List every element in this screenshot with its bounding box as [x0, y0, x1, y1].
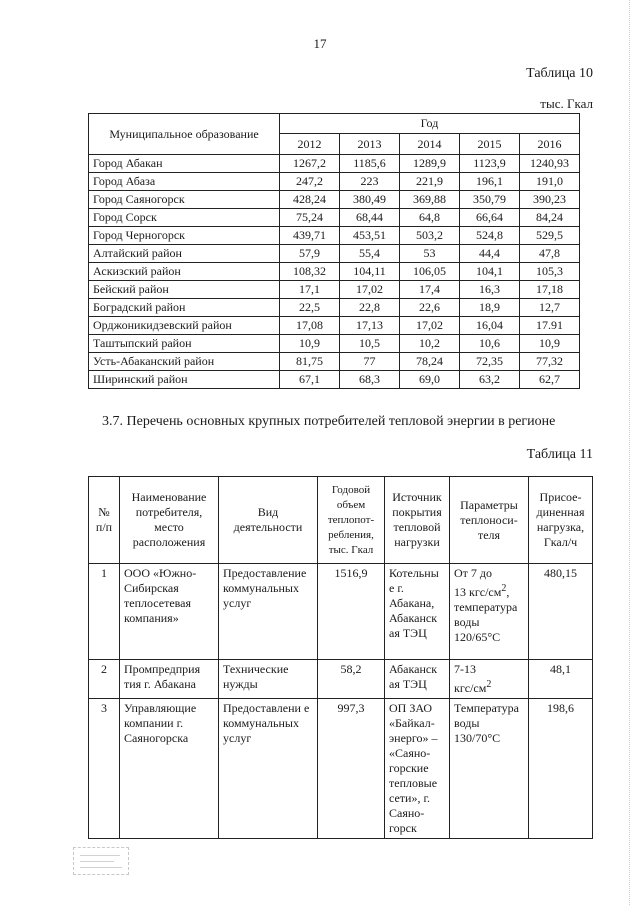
municipality-name: Город Черногорск [89, 227, 280, 245]
row-params [450, 564, 529, 660]
stamp-line [80, 867, 122, 868]
municipality-name: Город Абакан [89, 155, 280, 173]
value-cell: 44,4 [460, 245, 520, 263]
value-cell: 57,9 [280, 245, 340, 263]
faint-stamp [73, 847, 129, 875]
year-2013: 2013 [340, 134, 400, 155]
stamp-line [80, 861, 114, 862]
table-row [89, 371, 580, 389]
value-cell: 17,02 [340, 281, 400, 299]
column-header-activity: Вид деятельности [219, 477, 318, 564]
row-params-line3: , температура воды 120/65°С [454, 585, 518, 644]
page-edge-mark [628, 0, 630, 905]
value-cell: 16,04 [460, 317, 520, 335]
column-header-no: № п/п [89, 477, 120, 564]
value-cell: 10,5 [340, 335, 400, 353]
column-header-source: Источник покрытия тепловой нагрузки [385, 477, 450, 564]
value-cell: 84,24 [520, 209, 580, 227]
row-load: 198,6 [529, 699, 593, 839]
value-cell: 78,24 [400, 353, 460, 371]
row-load: 480,15 [529, 564, 593, 660]
table-header-row [89, 477, 593, 564]
municipality-name: Город Сорск [89, 209, 280, 227]
value-cell: 369,88 [400, 191, 460, 209]
value-cell: 247,2 [280, 173, 340, 191]
row-params-line2: кгс/см [454, 681, 487, 695]
table-row [89, 245, 580, 263]
value-cell: 66,64 [460, 209, 520, 227]
table-row [89, 191, 580, 209]
row-params-superscript: 2 [486, 679, 492, 690]
year-2014: 2014 [400, 134, 460, 155]
value-cell: 10,2 [400, 335, 460, 353]
row-name: Промпредприя тия г. Абакана [120, 660, 219, 699]
table-body [89, 155, 580, 389]
value-cell: 55,4 [340, 245, 400, 263]
value-cell: 63,2 [460, 371, 520, 389]
value-cell: 17,13 [340, 317, 400, 335]
value-cell: 104,1 [460, 263, 520, 281]
value-cell: 81,75 [280, 353, 340, 371]
value-cell: 529,5 [520, 227, 580, 245]
column-header-params: Параметры теплоносителя [450, 477, 529, 564]
value-cell: 10,9 [520, 335, 580, 353]
table-row [89, 564, 593, 660]
value-cell: 106,05 [400, 263, 460, 281]
value-cell: 428,24 [280, 191, 340, 209]
value-cell: 17.91 [520, 317, 580, 335]
row-params-line1: 7-13 [454, 662, 476, 676]
row-activity: Предоставление коммунальных услуг [219, 564, 318, 660]
value-cell: 75,24 [280, 209, 340, 227]
table-row [89, 353, 580, 371]
column-header-load: Присоединенная нагрузка, Гкал/ч [529, 477, 593, 564]
value-cell: 191,0 [520, 173, 580, 191]
major-consumers-table [88, 476, 593, 839]
value-cell: 67,1 [280, 371, 340, 389]
table-header-row [89, 114, 580, 134]
value-cell: 1185,6 [340, 155, 400, 173]
row-activity: Технические нужды [219, 660, 318, 699]
value-cell: 17,02 [400, 317, 460, 335]
value-cell: 1267,2 [280, 155, 340, 173]
table-row [89, 155, 580, 173]
value-cell: 69,0 [400, 371, 460, 389]
value-cell: 68,3 [340, 371, 400, 389]
row-volume: 997,3 [318, 699, 385, 839]
row-name: ООО «Южно-Сибирская теплосетевая компания» [120, 564, 219, 660]
table-row [89, 299, 580, 317]
municipality-name: Орджоникидзевский район [89, 317, 280, 335]
column-header-name: Наименование потребителя, место расположения [120, 477, 219, 564]
municipality-name: Алтайский район [89, 245, 280, 263]
value-cell: 453,51 [340, 227, 400, 245]
section-heading: 3.7. Перечень основных крупных потребителей тепловой энергии в регионе [102, 414, 556, 429]
value-cell: 17,4 [400, 281, 460, 299]
value-cell: 1289,9 [400, 155, 460, 173]
municipality-name: Аскизский район [89, 263, 280, 281]
row-source: Котельны е г. Абакана, Абаканск ая ТЭЦ [385, 564, 450, 660]
row-volume: 58,2 [318, 660, 385, 699]
table-11-caption: Таблица 11 [526, 447, 593, 462]
table-row [89, 660, 593, 699]
row-volume: 1516,9 [318, 564, 385, 660]
value-cell: 221,9 [400, 173, 460, 191]
table-row [89, 227, 580, 245]
municipality-name: Город Абаза [89, 173, 280, 191]
value-cell: 439,71 [280, 227, 340, 245]
column-header-volume: Годовой объем теплопотребления, тыс. Гкал [318, 477, 385, 564]
table-10-caption: Таблица 10 [526, 66, 593, 81]
value-cell: 105,3 [520, 263, 580, 281]
year-2015: 2015 [460, 134, 520, 155]
municipality-name: Усть-Абаканский район [89, 353, 280, 371]
value-cell: 68,44 [340, 209, 400, 227]
table-row [89, 335, 580, 353]
value-cell: 503,2 [400, 227, 460, 245]
row-params: Температура воды 130/70°С [450, 699, 529, 839]
municipality-name: Таштыпский район [89, 335, 280, 353]
value-cell: 1240,93 [520, 155, 580, 173]
row-source: ОП ЗАО «Байкал-энерго» – «Саяногорские тепловые сети», г. Саяногорск [385, 699, 450, 839]
table-10-unit: тыс. Гкал [540, 96, 593, 111]
row-name: Управляющие компании г. Саяногорска [120, 699, 219, 839]
stamp-line [80, 855, 120, 856]
row-no: 2 [89, 660, 120, 699]
row-load: 48,1 [529, 660, 593, 699]
row-params-line2: 13 кгс/см [454, 585, 502, 599]
value-cell: 22,5 [280, 299, 340, 317]
value-cell: 77,32 [520, 353, 580, 371]
row-params-superscript: 2 [501, 583, 507, 594]
row-source: Абаканск ая ТЭЦ [385, 660, 450, 699]
year-2016: 2016 [520, 134, 580, 155]
value-cell: 12,7 [520, 299, 580, 317]
municipality-name: Бейский район [89, 281, 280, 299]
table-row [89, 317, 580, 335]
municipality-name: Ширинский район [89, 371, 280, 389]
value-cell: 72,35 [460, 353, 520, 371]
value-cell: 18,9 [460, 299, 520, 317]
value-cell: 223 [340, 173, 400, 191]
value-cell: 10,9 [280, 335, 340, 353]
value-cell: 350,79 [460, 191, 520, 209]
municipality-name: Город Саяногорск [89, 191, 280, 209]
value-cell: 380,49 [340, 191, 400, 209]
value-cell: 22,6 [400, 299, 460, 317]
value-cell: 104,11 [340, 263, 400, 281]
table-row [89, 209, 580, 227]
value-cell: 1123,9 [460, 155, 520, 173]
value-cell: 17,18 [520, 281, 580, 299]
value-cell: 108,32 [280, 263, 340, 281]
table-row [89, 263, 580, 281]
table-row [89, 281, 580, 299]
row-params-line1: От 7 до [454, 566, 493, 580]
value-cell: 390,23 [520, 191, 580, 209]
value-cell: 17,08 [280, 317, 340, 335]
column-header-year: Год [280, 114, 580, 134]
value-cell: 16,3 [460, 281, 520, 299]
year-2012: 2012 [280, 134, 340, 155]
value-cell: 196,1 [460, 173, 520, 191]
row-activity: Предоставлени е коммунальных услуг [219, 699, 318, 839]
table-row [89, 173, 580, 191]
value-cell: 77 [340, 353, 400, 371]
value-cell: 53 [400, 245, 460, 263]
value-cell: 62,7 [520, 371, 580, 389]
value-cell: 524,8 [460, 227, 520, 245]
municipality-name: Боградский район [89, 299, 280, 317]
row-params [450, 660, 529, 699]
table-row [89, 699, 593, 839]
value-cell: 10,6 [460, 335, 520, 353]
value-cell: 64,8 [400, 209, 460, 227]
page-number: 17 [313, 36, 327, 51]
heat-consumption-table [88, 113, 580, 389]
value-cell: 17,1 [280, 281, 340, 299]
row-no: 3 [89, 699, 120, 839]
value-cell: 47,8 [520, 245, 580, 263]
column-header-municipality: Муниципальное образование [89, 114, 280, 155]
row-no: 1 [89, 564, 120, 660]
value-cell: 22,8 [340, 299, 400, 317]
